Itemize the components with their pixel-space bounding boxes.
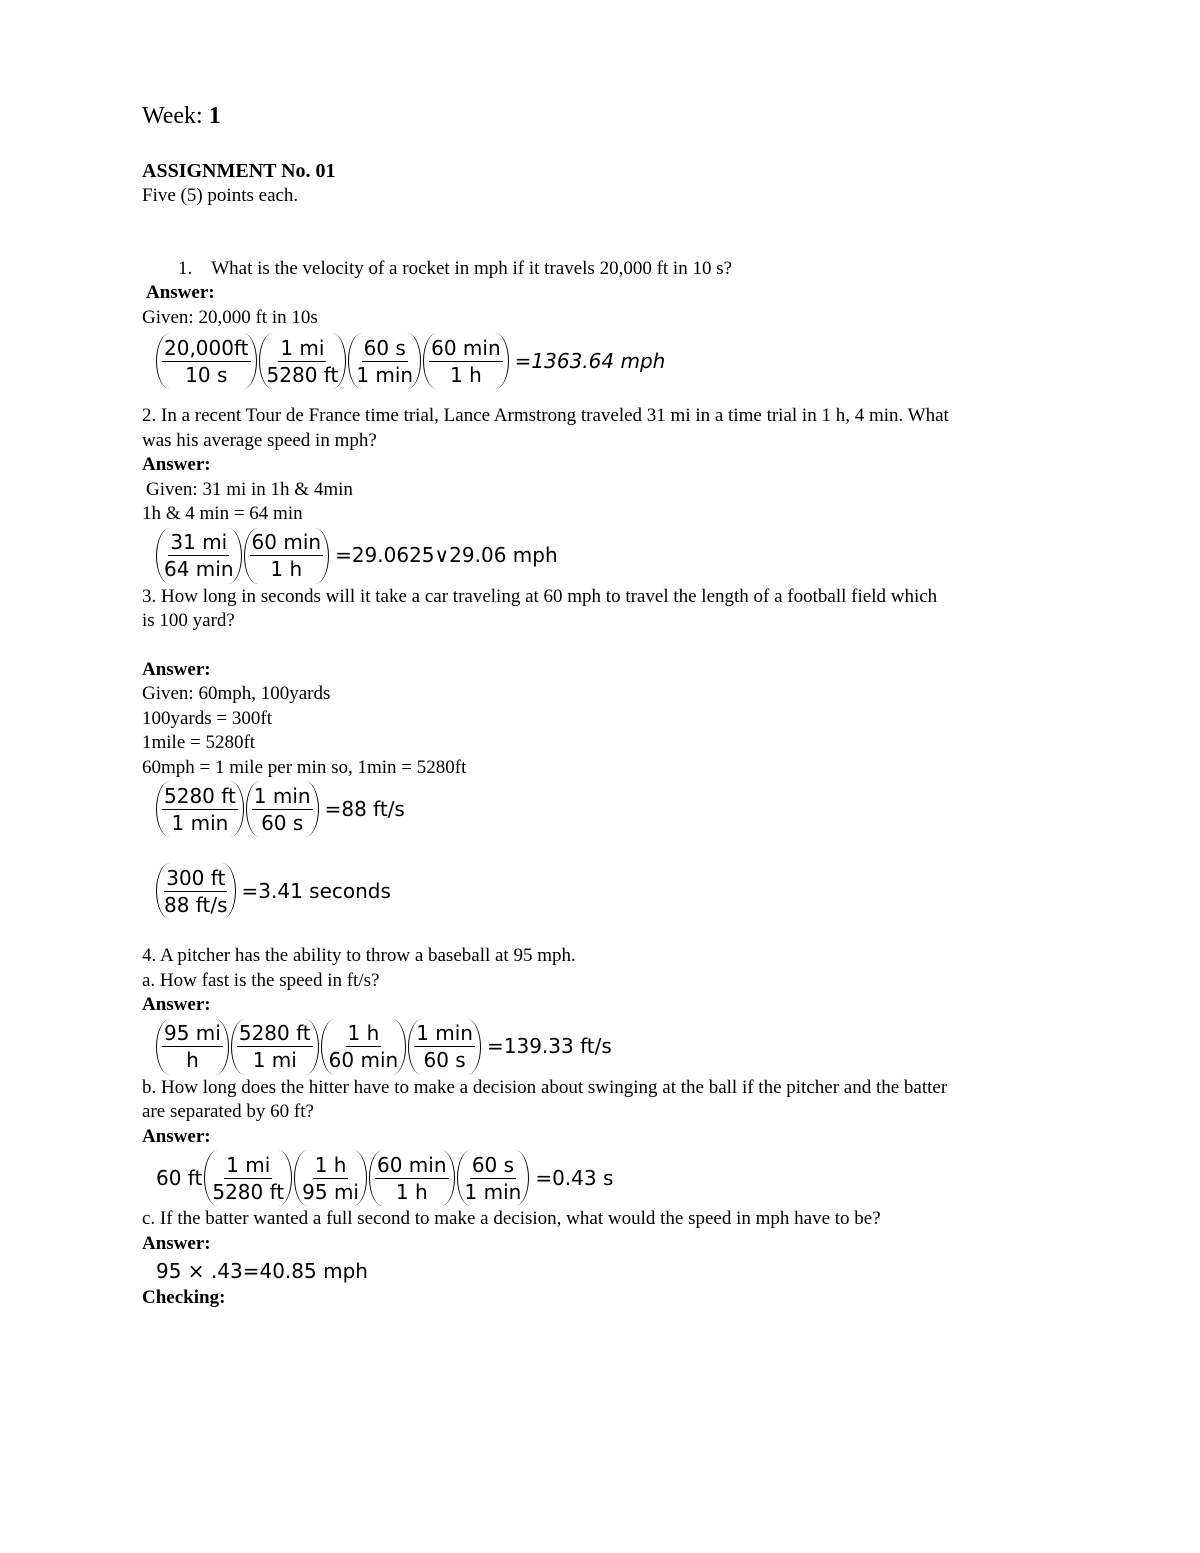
q4c-answer-label: Answer:: [142, 1232, 211, 1254]
q4b-question-line2: are separated by 60 ft?: [142, 1101, 314, 1122]
fraction: [162, 1020, 223, 1073]
fraction-numerator: 60 s: [363, 335, 406, 360]
fraction-paren: [246, 781, 319, 837]
fraction-paren: [457, 1150, 530, 1206]
fraction-denominator: 1 min: [464, 1179, 522, 1204]
fraction-paren: [294, 1150, 367, 1206]
fraction-numerator: 60 min: [431, 335, 501, 360]
fraction-paren: [321, 1019, 407, 1075]
assignment-title: ASSIGNMENT No. 01: [142, 160, 336, 182]
q3b-fractions: [156, 863, 238, 919]
assignment-points: Five (5) points each.: [142, 185, 299, 206]
fraction-paren: [369, 1150, 455, 1206]
fraction: [162, 335, 251, 388]
q4b-fractions: [204, 1150, 531, 1206]
q1-answer-label: Answer:: [146, 282, 215, 303]
fraction: [414, 1020, 475, 1073]
fraction-paren: [408, 1019, 481, 1075]
fraction-paren: [156, 863, 236, 919]
q3-note-1: 100yards = 300ft: [142, 707, 272, 729]
fraction-numerator: 5280 ft: [238, 1021, 311, 1045]
fraction-paren: [204, 1150, 292, 1206]
fraction-denominator: 60 min: [328, 1048, 399, 1072]
fraction-denominator: 60 s: [261, 810, 304, 835]
q3a-result: =88 ft/s: [324, 796, 405, 821]
fraction-paren: [348, 333, 421, 389]
fraction-numerator: 60 min: [251, 530, 322, 554]
q2-equation: [156, 527, 1062, 585]
q2-result: =29.0625∨29.06 mph: [335, 543, 558, 568]
fraction: [354, 335, 415, 388]
q3-equation-b: [156, 862, 1062, 920]
q4b-result: =0.43 s: [535, 1165, 614, 1190]
fraction-denominator: 5280 ft: [266, 362, 339, 387]
fraction-denominator: h: [186, 1048, 199, 1072]
fraction: [252, 783, 313, 836]
q3a-fractions: [156, 781, 321, 837]
fraction: [162, 529, 236, 582]
q3b-result: =3.41 seconds: [241, 878, 391, 903]
q3-given: Given: 60mph, 100yards: [142, 683, 331, 704]
fraction-numerator: 1 mi: [280, 335, 325, 360]
fraction-denominator: 64 min: [164, 557, 234, 581]
q1-result: =1363.64 mph: [514, 348, 666, 373]
q1-fractions: [156, 333, 511, 389]
fraction-denominator: 1 min: [171, 810, 229, 835]
fraction-paren: [259, 333, 347, 389]
fraction-numerator: 31 mi: [170, 530, 228, 554]
fraction-denominator: 10 s: [185, 362, 228, 387]
fraction: [210, 1152, 286, 1205]
q1-equation: [156, 330, 1062, 392]
week-label: Week:: [142, 103, 203, 129]
q4b-prefix: 60 ft: [156, 1165, 203, 1190]
fraction-denominator: 95 mi: [302, 1179, 359, 1204]
fraction: [237, 1020, 313, 1073]
q4b-equation: [156, 1149, 1062, 1207]
fraction-numerator: 1 mi: [226, 1152, 271, 1177]
q2-question-line1: 2. In a recent Tour de France time trial, Lance Armstrong traveled 31 mi in a time trial in 1 h, 4 min. What: [142, 405, 949, 426]
q3-question-line1: 3. How long in seconds will it take a car traveling at 60 mph to travel the length of a football field which: [142, 585, 938, 607]
document-content: [142, 102, 1062, 1311]
fraction-numerator: 60 s: [471, 1152, 515, 1177]
fraction: [250, 529, 324, 582]
fraction-paren: [156, 1019, 229, 1075]
q4c-question: c. If the batter wanted a full second to make a decision, what would the speed in mph have to be?: [142, 1208, 881, 1229]
fraction: [162, 783, 238, 836]
fraction-numerator: 60 min: [377, 1152, 447, 1177]
checking-label: Checking:: [142, 1287, 226, 1308]
q2-fractions: [156, 528, 331, 584]
q3-note-2: 1mile = 5280ft: [142, 732, 256, 753]
q2-question-line2: was his average speed in mph?: [142, 429, 377, 451]
q3-answer-label: Answer:: [142, 658, 211, 680]
q2-answer-label: Answer:: [142, 454, 211, 475]
fraction-denominator: 1 h: [270, 557, 303, 581]
fraction: [162, 865, 230, 918]
fraction-denominator: 1 min: [356, 362, 414, 387]
fraction-paren: [156, 333, 257, 389]
q4b-answer-label: Answer:: [142, 1125, 211, 1147]
q4a-result: =139.33 ft/s: [486, 1034, 612, 1059]
q2-note: 1h & 4 min = 64 min: [142, 503, 303, 524]
fraction-numerator: 1 min: [253, 783, 311, 808]
q4b-question-line1: b. How long does the hitter have to make a decision about swinging at the ball if the pitcher and the batter: [142, 1076, 948, 1098]
q3-equation-a: [156, 780, 1062, 838]
fraction: [327, 1020, 401, 1073]
fraction-paren: [423, 333, 509, 389]
fraction-numerator: 1 min: [416, 1021, 473, 1045]
q3-note-3: 60mph = 1 mile per min so, 1min = 5280ft: [142, 756, 467, 778]
fraction-denominator: 60 s: [423, 1048, 466, 1072]
fraction: [463, 1152, 524, 1205]
fraction: [375, 1152, 449, 1205]
fraction-denominator: 1 mi: [252, 1048, 297, 1072]
fraction-numerator: 5280 ft: [164, 783, 236, 808]
fraction-denominator: 88 ft/s: [164, 892, 228, 917]
fraction-paren: [156, 528, 242, 584]
fraction-numerator: 1 h: [314, 1152, 347, 1177]
q4a-fractions: [156, 1019, 483, 1075]
fraction-denominator: 1 h: [449, 362, 482, 387]
fraction-denominator: 5280 ft: [212, 1179, 285, 1204]
q4a-equation: [156, 1018, 1062, 1076]
q3-question-line2: is 100 yard?: [142, 610, 235, 631]
q2-given: Given: 31 mi in 1h & 4min: [146, 478, 353, 500]
fraction-denominator: 1 h: [395, 1179, 428, 1204]
fraction-numerator: 20,000ft: [164, 335, 249, 360]
fraction-paren: [244, 528, 330, 584]
fraction: [300, 1152, 361, 1205]
q1-question: 1. What is the velocity of a rocket in mph if it travels 20,000 ft in 10 s?: [178, 257, 733, 279]
fraction-numerator: 95 mi: [164, 1021, 221, 1045]
fraction-numerator: 1 h: [347, 1021, 380, 1045]
q4c-equation: [156, 1256, 1062, 1286]
fraction-paren: [156, 781, 244, 837]
fraction: [429, 335, 503, 388]
week-heading: [142, 102, 1062, 130]
q4a-answer-label: Answer:: [142, 994, 211, 1015]
q4c-answer: 95 × .43=40.85 mph: [156, 1258, 368, 1283]
q4a-question: a. How fast is the speed in ft/s?: [142, 969, 380, 991]
q1-given: Given: 20,000 ft in 10s: [142, 306, 318, 328]
week-number: 1: [208, 103, 221, 129]
fraction-paren: [231, 1019, 319, 1075]
q4-question: 4. A pitcher has the ability to throw a baseball at 95 mph.: [142, 945, 576, 966]
fraction-numerator: 300 ft: [166, 865, 226, 890]
fraction: [265, 335, 341, 388]
